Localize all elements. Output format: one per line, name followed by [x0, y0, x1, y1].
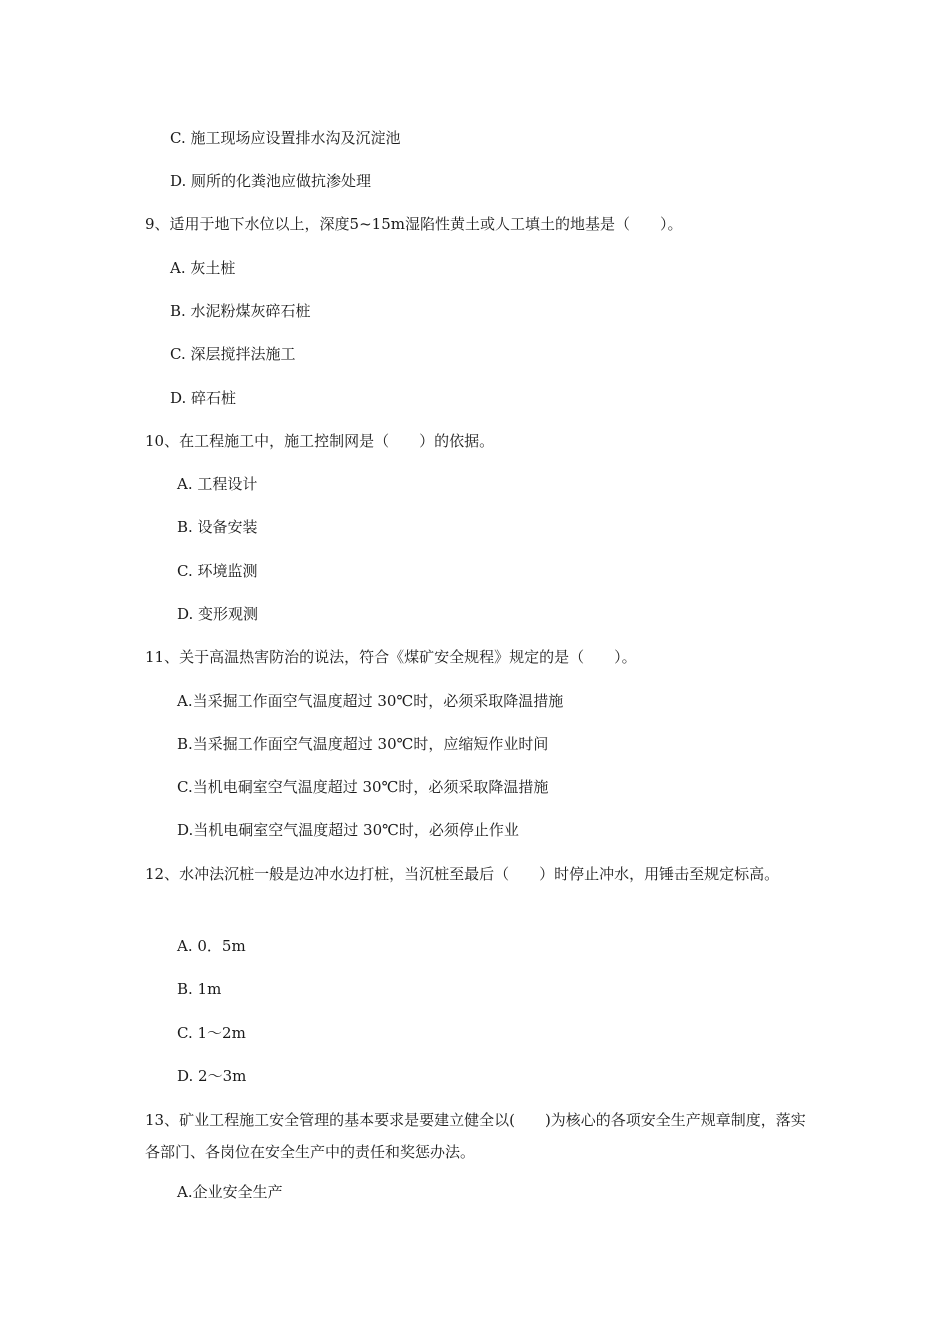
q8-option-c: C. 施工现场应设置排水沟及沉淀池 [170, 129, 401, 147]
q12-stem: 12、水冲法沉桩一般是边冲水边打桩，当沉桩至最后（ ）时停止冲水，用锤击至规定标高。 [145, 865, 780, 883]
q11-option-d: D.当机电硐室空气温度超过 30℃时，必须停止作业 [177, 821, 519, 839]
q11-option-b: B.当采掘工作面空气温度超过 30℃时，应缩短作业时间 [177, 735, 549, 753]
q13-stem: 13、矿业工程施工安全管理的基本要求是要建立健全以( )为核心的各项安全生产规章制度，落实各部门、各岗位在安全生产中的责任和奖惩办法。 [145, 1111, 806, 1161]
q9-option-c: C. 深层搅拌法施工 [170, 345, 296, 363]
q9-option-b: B. 水泥粉煤灰碎石桩 [170, 302, 311, 320]
q10-option-b: B. 设备安装 [177, 518, 258, 536]
q12-option-a: A. 0．5m [177, 937, 246, 955]
q10-option-d: D. 变形观测 [177, 605, 259, 623]
q9-stem: 9、适用于地下水位以上，深度5~15m湿陷性黄土或人工填土的地基是（ ）。 [145, 215, 683, 233]
q9-option-a: A. 灰土桩 [170, 259, 236, 277]
q12-option-c: C. 1～2m [177, 1024, 246, 1042]
q11-stem: 11、关于高温热害防治的说法，符合《煤矿安全规程》规定的是（ ）。 [145, 648, 637, 666]
q10-stem: 10、在工程施工中，施工控制网是（ ）的依据。 [145, 432, 495, 450]
q11-option-c: C.当机电硐室空气温度超过 30℃时，必须采取降温措施 [177, 778, 549, 796]
q8-option-d: D. 厕所的化粪池应做抗渗处理 [170, 172, 372, 190]
q10-option-a: A. 工程设计 [177, 475, 258, 493]
q12-option-b: B. 1m [177, 980, 222, 998]
q13-option-a: A.企业安全生产 [177, 1183, 283, 1201]
q12-option-d: D. 2～3m [177, 1067, 247, 1085]
q10-option-c: C. 环境监测 [177, 562, 258, 580]
q9-option-d: D. 碎石桩 [170, 389, 237, 407]
q11-option-a: A.当采掘工作面空气温度超过 30℃时，必须采取降温措施 [177, 692, 564, 710]
